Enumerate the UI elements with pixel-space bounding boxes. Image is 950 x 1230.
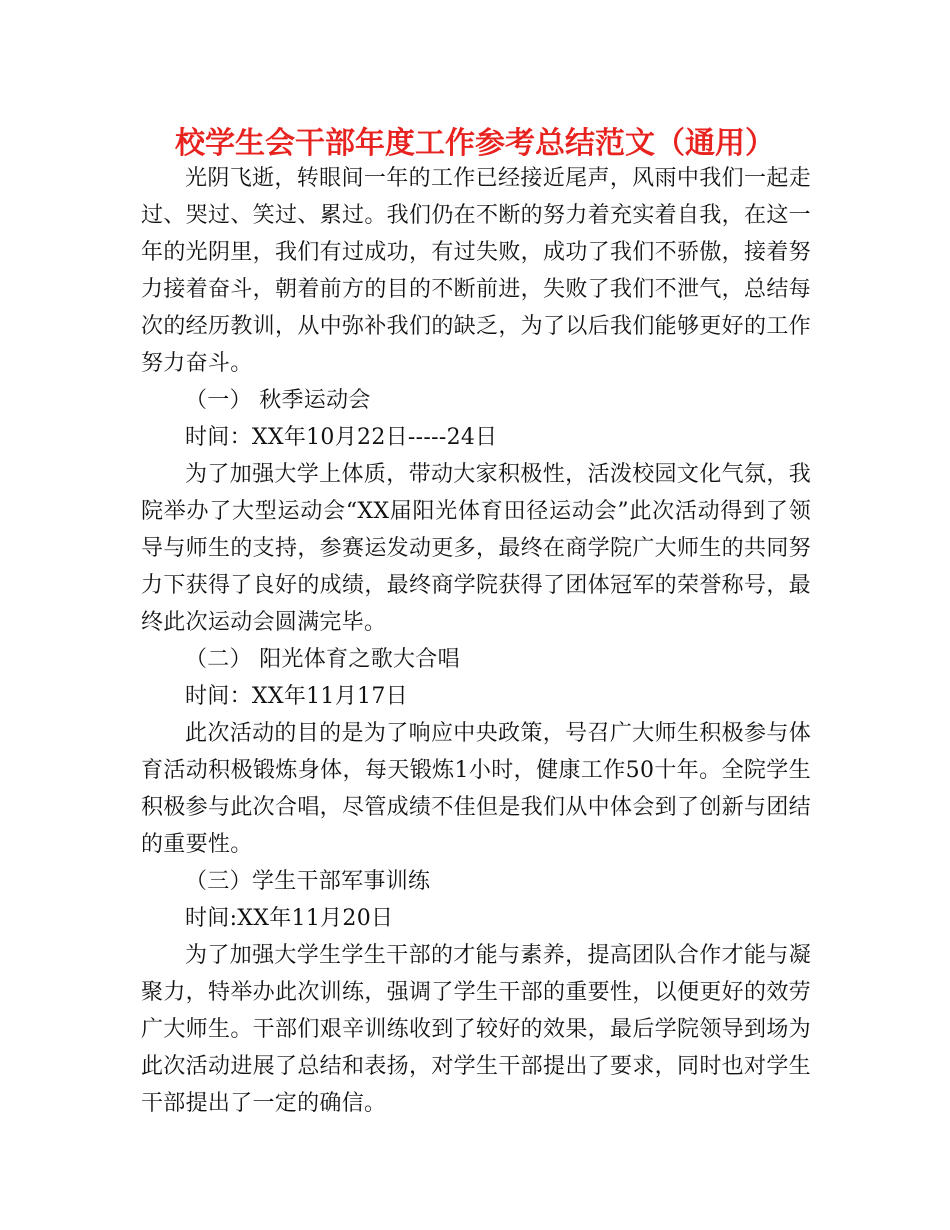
section-heading: （二） 阳光体育之歌大合唱 [185,647,460,672]
section-heading: （一） 秋季运动会 [185,388,371,413]
section-paragraph: 此次活动的目的是为了响应中央政策，号召广大师生积极参与体育活动积极锻炼身体，每天锻炼1小时，健康工作50十年。全院学生积极参与此次合唱，尽管成绩不佳但是我们从中体会到了创新与团结的重要性。 [141,721,811,857]
section-paragraph: 为了加强大学生学生干部的才能与素养，提高团队合作才能与凝聚力，特举办此次训练，强调了学生干部的重要性，以便更好的效劳广大师生。干部们艰辛训练收到了较好的效果，最后学院领导到场为此次活动进展了总结和表扬，对学生干部提出了要求，同时也对学生干部提出了一定的确信。 [141,943,811,1116]
section-heading: （三）学生干部军事训练 [185,869,431,894]
section-paragraph: 为了加强大学上体质，带动大家积极性，活泼校园文化气氛，我院举办了大型运动会“XX届阳光体育田径运动会”此次活动得到了领导与师生的支持，参赛运发动更多，最终在商学院广大师生的共同努力下获得了良好的成绩，最终商学院获得了团体冠军的荣誉称号，最终此次运动会圆满完毕。 [141,462,811,635]
section-time: 时间:XX年11月20日 [185,906,394,931]
document-body [141,160,811,1122]
section-time: 时间：XX年10月22日-----24日 [185,425,498,450]
intro-paragraph: 光阴飞逝，转眼间一年的工作已经接近尾声，风雨中我们一起走过、哭过、笑过、累过。我们仍在不断的努力着充实着自我，在这一年的光阴里，我们有过成功，有过失败，成功了我们不骄傲，接着努力接着奋斗，朝着前方的目的不断前进，失败了我们不泄气，总结每次的经历教训，从中弥补我们的缺乏，为了以后我们能够更好的工作努力奋斗。 [141,166,811,376]
document-title: 校学生会干部年度工作参考总结范文（通用） [175,126,775,161]
section-time: 时间：XX年11月17日 [185,684,408,709]
